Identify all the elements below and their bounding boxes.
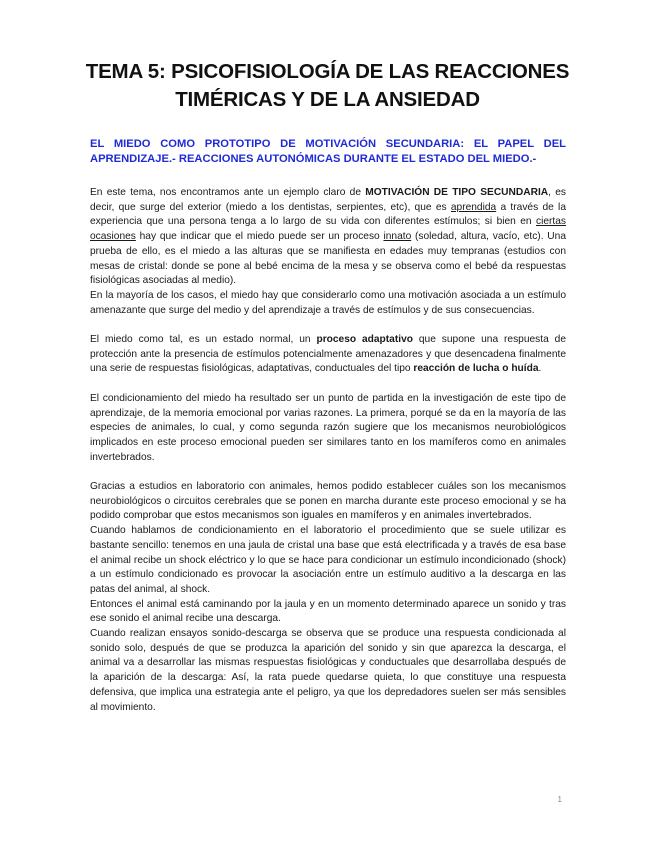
bold-term: MOTIVACIÓN DE TIPO SECUNDARIA: [365, 187, 549, 198]
section-heading: EL MIEDO COMO PROTOTIPO DE MOTIVACIÓN SECUNDARIA: EL PAPEL DEL APRENDIZAJE.- REACCIONES AUTONÓMICAS DURANTE EL ESTADO DEL MIEDO.-: [90, 138, 566, 165]
text-run: a través de la experiencia que una persona tenga a lo largo de su vida con diferentes estímulos; si bien en: [90, 201, 566, 228]
bold-term: proceso adaptativo: [316, 334, 413, 346]
paragraph-1: [90, 186, 566, 289]
text-run: .: [538, 363, 542, 375]
underlined-term: ciertas ocasiones: [90, 216, 566, 243]
bold-term: reacción de lucha o huída: [413, 363, 539, 375]
text-run: (soledad, altura, vacío, etc). Una prueba de ello, es el miedo a las alturas que se manifiesta en edades muy tempranas (estudios con mesas de cristal: donde se pone al bebé encima de la mesa y se observa como el bebé da respuestas fisiológicas asociadas al medio).: [90, 231, 566, 287]
title-line-2: TIMÉRICAS Y DE LA ANSIEDAD: [175, 88, 480, 111]
title-line-1: TEMA 5: PSICOFISIOLOGÍA DE LAS REACCIONES: [85, 60, 570, 83]
text-run: , es decir, que surge del exterior (miedo a los dentistas, serpientes, etc), que es: [90, 187, 566, 213]
underlined-term: aprendida: [450, 201, 497, 213]
paragraph-5: Gracias a estudios en laboratorio con animales, hemos podido establecer cuáles son los mecanismos neurobiológicos o circuitos cerebrales que se ponen en marcha durante este proceso emocional y se ha podido comprobar que estos mecanismos son iguales en mamíferos y en animales invertebrados.: [90, 481, 566, 522]
paragraph-8: Cuando realizan ensayos sonido-descarga se observa que se produce una respuesta condicionada al sonido solo, después de que se produzca la aparición del sonido y sin que aparezca la descarga, el animal va a desarrollar las mismas respuestas fisiológicas y conductuales que desarrollaba después de la aparición de la descarga: Así, la rata puede quedarse quieta, lo que constituye una respuesta defensiva, que implica una estrategia ante el peligro, ya que los depredadores suelen ser más sensibles al movimiento.: [90, 628, 566, 713]
paragraph-3: [90, 333, 566, 377]
page-number: 1: [557, 795, 562, 804]
body-text: [90, 186, 566, 715]
text-run: hay que indicar que el miedo puede ser un proceso: [135, 231, 384, 243]
paragraph-7: Entonces el animal está caminando por la jaula y en un momento determinado aparece un sonido y tras ese sonido el animal recibe una descarga.: [90, 598, 566, 625]
text-run: El miedo como tal, es un estado normal, un: [90, 334, 317, 346]
text-run: En este tema, nos encontramos ante un ejemplo claro de: [90, 187, 366, 198]
paragraph-4: El condicionamiento del miedo ha resultado ser un punto de partida en la investigación de este tipo de aprendizaje, de la memoria emocional por varias razones. La primera, porqué se da en la mayoría de las especies de animales, lo cual, y como segunda razón sugiere que los mecanismos neurobiológicos implicados en este proceso emocional pueden ser similares tanto en los mamíferos como en animales invertebrados.: [90, 392, 566, 463]
paragraph-2: En la mayoría de los casos, el miedo hay que considerarlo como una motivación asociada a un estímulo amenazante que surge del medio y del aprendizaje a través de estímulos y de sus consecuencias.: [90, 289, 566, 316]
paragraph-6: Cuando hablamos de condicionamiento en el laboratorio el procedimiento que se suele utilizar es bastante sencillo: tenemos en una jaula de cristal una base que está electrificada y a través de esa base el animal recibe un shock eléctrico y lo que se hace para condicionar un estímulo incondicionado (shock) a un estímulo condicionado es provocar la asociación entre un estímulo auditivo a la descarga en las patas del animal, al shock.: [90, 525, 566, 595]
page-title: [60, 58, 595, 114]
text-run: que supone una respuesta de protección ante la presencia de estímulos potencialmente amenazadores y que desencadena finalmente una serie de respuestas fisiológicas, adaptativas, conductuales del tipo: [90, 334, 566, 375]
underlined-term: innato: [383, 231, 412, 243]
